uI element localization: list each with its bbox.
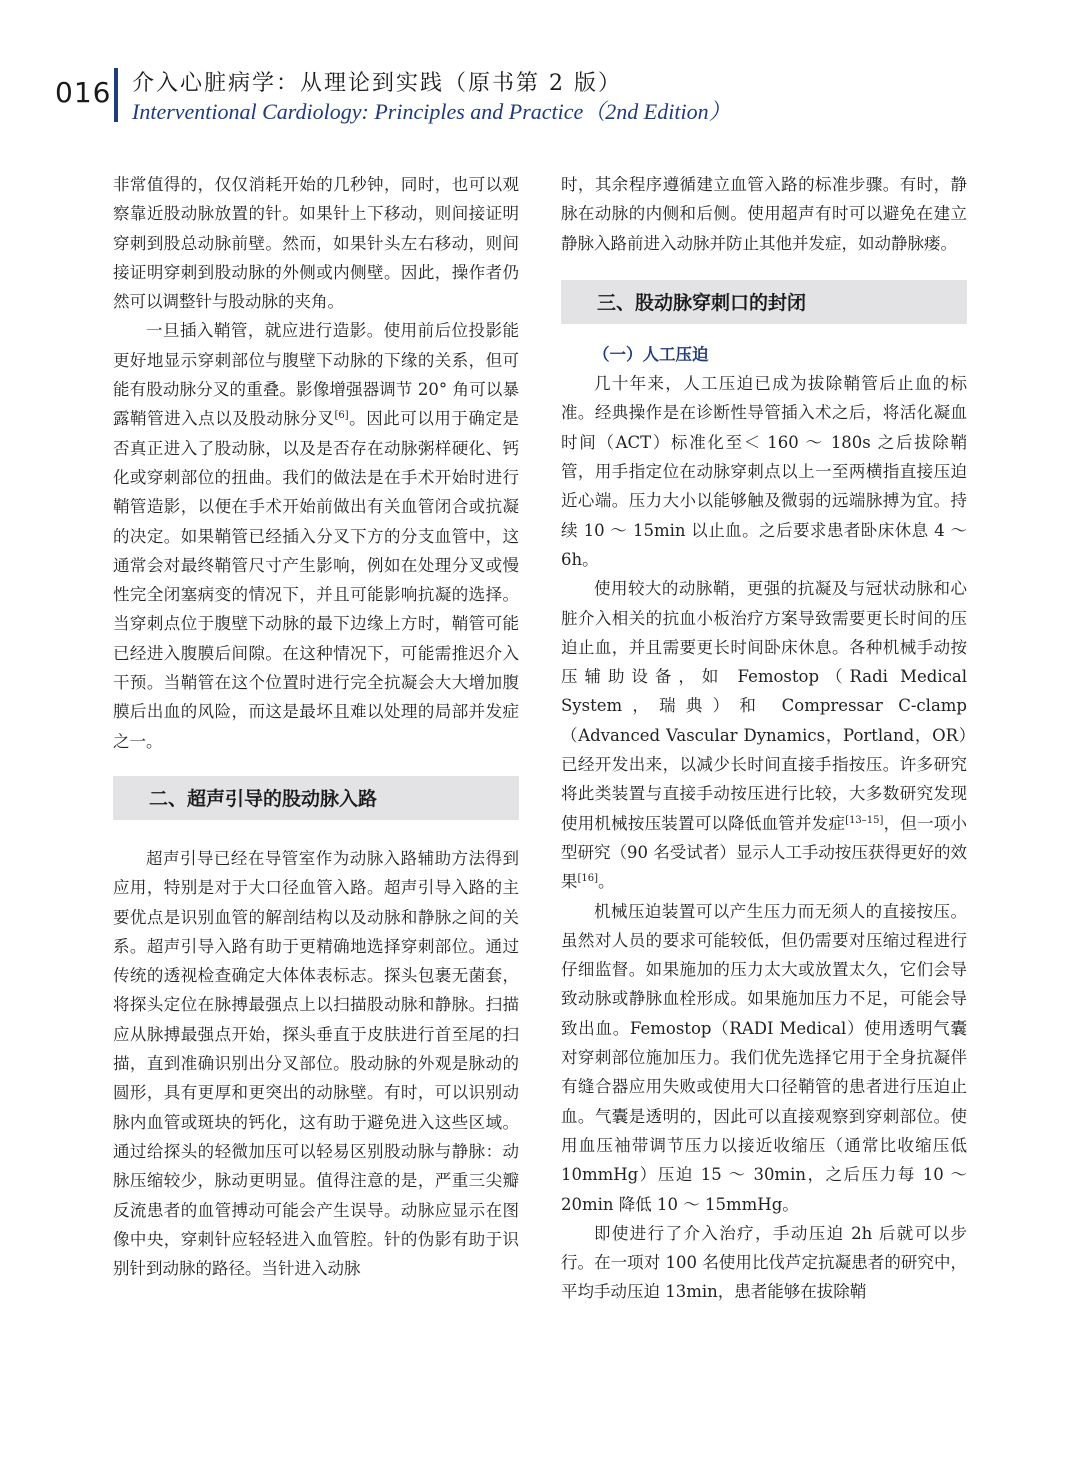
section-heading: 三、股动脉穿刺口的封闭 [561, 280, 967, 324]
right-column [561, 170, 967, 1307]
paragraph: 几十年来，人工压迫已成为拔除鞘管后止血的标准。经典操作是在诊断性导管插入术之后，将活化凝血时间（ACT）标准化至＜ 160 ～ 180s 之后拔除鞘管，用手指定位在动脉穿刺点以上一至两横指直接压迫近心端。压力大小以能够触及微弱的远端脉搏为宜。持续 10 ～ 15min 以止血。之后要求患者卧床休息 4 ～ 6h。 [561, 374, 967, 569]
paragraph: 时，其余程序遵循建立血管入路的标准步骤。有时，静脉在动脉的内侧和后侧。使用超声有时可以避免在建立静脉入路前进入动脉并防止其他并发症，如动静脉瘘。 [561, 175, 967, 253]
paragraph-text: 使用较大的动脉鞘，更强的抗凝及与冠状动脉和心脏介入相关的抗血小板治疗方案导致需要更长时间的压迫止血，并且需要更长时间卧床休息。各种机械手动按压辅助设备，如 Femostop（Radi Medical System，瑞典）和 Compressar C-clamp（Advanced Vascular Dynamics，Portland，OR）已经开发出来，以减少长时间直接手指按压。许多研究将此类装置与直接手动按压进行比较，大多数研究发现使用机械按压装置可以降低血管并发症 [561, 579, 967, 833]
page-header [0, 0, 1080, 140]
paragraph: 即使进行了介入治疗，手动压迫 2h 后就可以步行。在一项对 100 名使用比伐芦定抗凝患者的研究中，平均手动压迫 13min，患者能够在拔除鞘 [561, 1223, 967, 1302]
book-title-english: Interventional Cardiology: Principles and Practice（2nd Edition） [132, 99, 731, 124]
paragraph: 机械压迫装置可以产生压力而无须人的直接按压。虽然对人员的要求可能较低，但仍需要对压缩过程进行仔细监督。如果施加的压力太大或放置太久，它们会导致动脉或静脉血栓形成。如果施加压力不足，可能会导致出血。Femostop（RADI Medical）使用透明气囊对穿刺部位施加压力。我们优先选择它用于全身抗凝伴有缝合器应用失败或使用大口径鞘管的患者进行压迫止血。气囊是透明的，因此可以直接观察到穿刺部位。使用血压袖带调节压力以接近收缩压（通常比收缩压低 10mmHg）压迫 15 ～ 30min，之后压力每 10 ～ 20min 降低 10 ～ 15mmHg。 [561, 901, 967, 1214]
citation: [13–15] [845, 814, 884, 826]
paragraph: 超声引导已经在导管室作为动脉入路辅助方法得到应用，特别是对于大口径血管入路。超声引导入路的主要优点是识别血管的解剖结构以及动脉和静脉之间的关系。超声引导入路有助于更精确地选择穿刺部位。通过传统的透视检查确定大体体表标志。探头包裹无菌套，将探头定位在脉搏最强点上以扫描股动脉和静脉。扫描应从脉搏最强点开始，探头垂直于皮肤进行首至尾的扫描，直到准确识别出分叉部位。股动脉的外观是脉动的圆形，具有更厚和更突出的动脉壁。有时，可以识别动脉内血管或斑块的钙化，这有助于避免进入这些区域。通过给探头的轻微加压可以轻易区别股动脉与静脉：动脉压缩较少，脉动更明显。值得注意的是，严重三尖瓣反流患者的血管搏动可能会产生误导。动脉应显示在图像中央，穿刺针应轻轻进入血管腔。针的伪影有助于识别针到动脉的路径。当针进入动脉 [113, 848, 519, 1279]
paragraph-text: 。 [598, 872, 615, 892]
book-title-chinese: 介入心脏病学：从理论到实践（原书第 2 版） [132, 71, 622, 96]
subsection-heading: （一）人工压迫 [593, 344, 709, 364]
paragraph: 非常值得的，仅仅消耗开始的几秒钟，同时，也可以观察靠近股动脉放置的针。如果针上下移动，则间接证明穿刺到股总动脉前壁。然而，如果针头左右移动，则间接证明穿刺到股动脉的外侧或内侧壁。因此，操作者仍然可以调整针与股动脉的夹角。 [113, 175, 519, 312]
header-divider [114, 68, 118, 122]
section-heading: 二、超声引导的股动脉入路 [113, 776, 519, 820]
page-number: 016 [55, 76, 112, 109]
citation: [6] [334, 410, 349, 422]
paragraph [113, 316, 519, 755]
paragraph-text: 一旦插入鞘管，就应进行造影。使用前后位投影能更好地显示穿刺部位与腹壁下动脉的下缘的关系，但可能有股动脉分叉的重叠。影像增强器调节 20° 角可以暴露鞘管进入点以及股动脉分叉 [113, 321, 519, 429]
paragraph-text: ，但一项小型研究（90 名受试者）显示人工手动按压获得更好的效果 [561, 813, 968, 892]
paragraph-text: 。因此可以用于确定是否真正进入了股动脉，以及是否存在动脉粥样硬化、钙化或穿刺部位的扭曲。我们的做法是在手术开始时进行鞘管造影，以便在手术开始前做出有关血管闭合或抗凝的决定。如果鞘管已经插入分叉下方的分支血管中，这通常会对最终鞘管尺寸产生影响，例如在处理分叉或慢性完全闭塞病变的情况下，并且可能影响抗凝的选择。当穿刺点位于腹壁下动脉的最下边缘上方时，鞘管可能已经进入腹膜后间隙。在这种情况下，可能需推迟介入干预。当鞘管在这个位置时进行完全抗凝会大大增加腹膜后出血的风险，而这是最坏且难以处理的局部并发症之一。 [113, 409, 520, 751]
paragraph [561, 574, 967, 896]
citation: [16] [577, 873, 599, 885]
left-column [113, 170, 519, 1283]
